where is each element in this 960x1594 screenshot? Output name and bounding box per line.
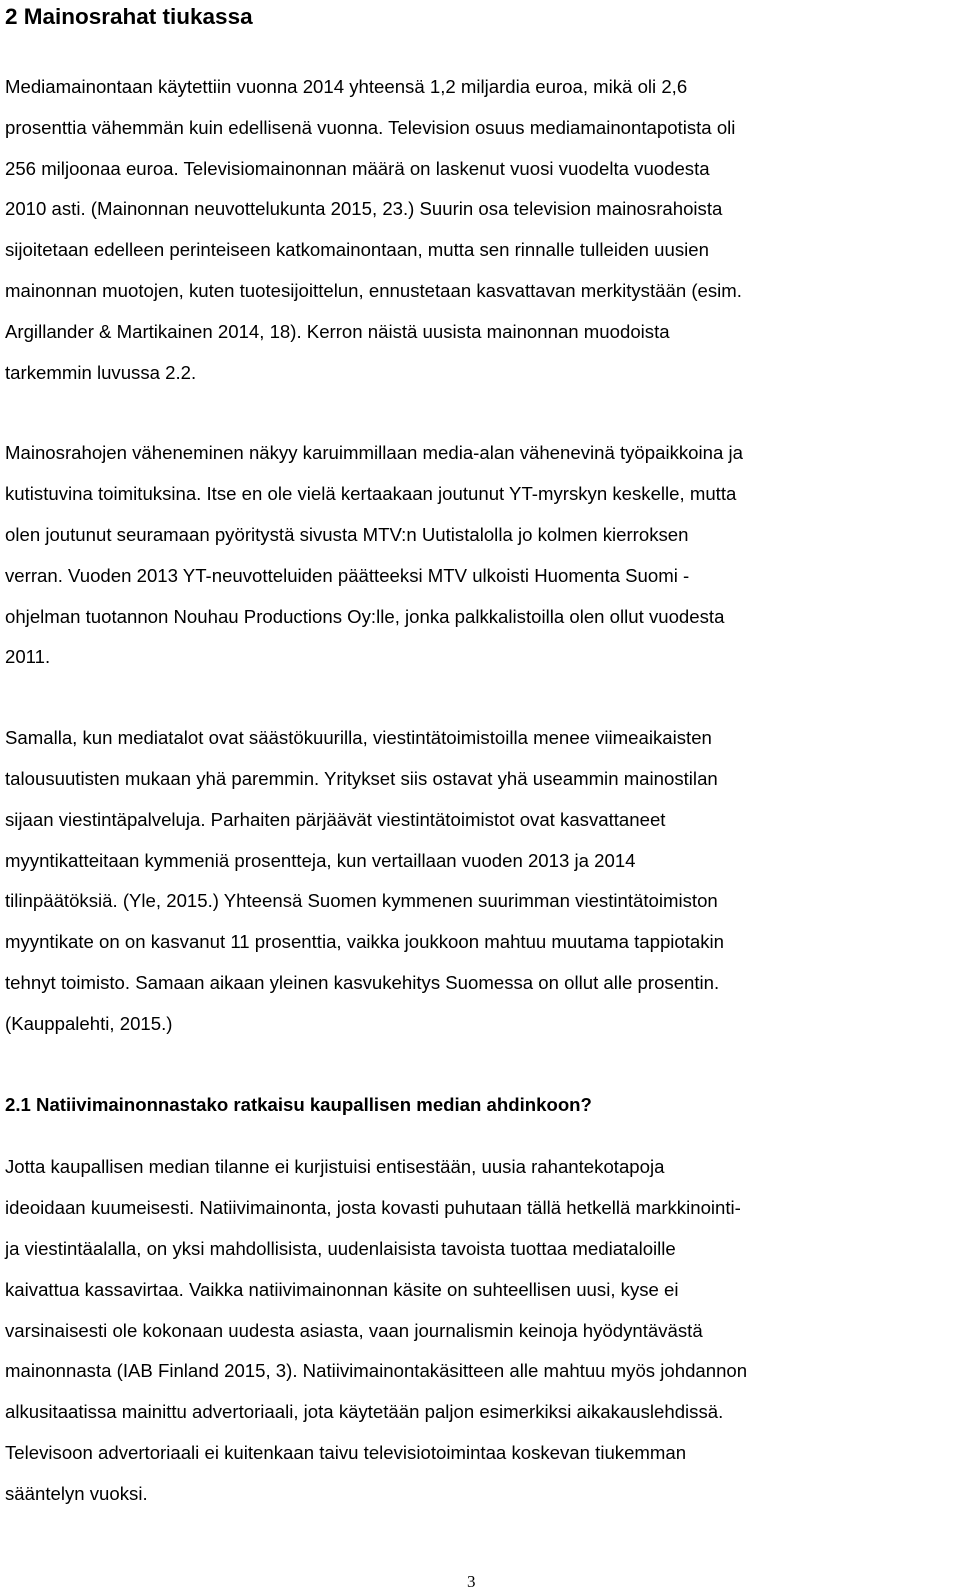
paragraph-gap [5,393,945,433]
text-line: Samalla, kun mediatalot ovat säästökuurilla, viestintätoimistoilla menee viimeaikaisten [5,727,712,749]
text-line: verran. Vuoden 2013 YT-neuvotteluiden päätteeksi MTV ulkoisti Huomenta Suomi - [5,564,690,586]
text-line: kaivattua kassavirtaa. Vaikka natiivimainonnan käsite on suhteellisen uusi, kyse ei [5,1278,679,1300]
paragraph-natiivimainonta [5,1147,945,1514]
paragraph-tyopaikat [5,433,945,678]
text-line: talousuutisten mukaan yhä paremmin. Yritykset siis ostavat yhä useammin mainostilan [5,767,718,789]
text-line: ohjelman tuotannon Nouhau Productions Oy:lle, jonka palkkalistoilla olen ollut vuodesta [5,605,725,627]
text-line: Televisoon advertoriaali ei kuitenkaan taivu televisiotoimintaa koskevan tiukemman [5,1441,687,1463]
text-line: myyntikatteitaan kymmeniä prosentteja, kun vertaillaan vuoden 2013 ja 2014 [5,849,636,871]
text-line: mainonnasta (IAB Finland 2015, 3). Natiivimainontakäsitteen alle mahtuu myös johdannon [5,1360,748,1382]
text-line: tilinpäätöksiä. (Yle, 2015.) Yhteensä Suomen kymmenen suurimman viestintätoimiston [5,890,718,912]
text-line: kutistuvina toimituksina. Itse en ole vielä kertaakaan joutunut YT-myrskyn keskelle, mutta [5,483,737,505]
text-line: 2011. [5,646,51,668]
text-line: sijoitetaan edelleen perinteiseen katkomainontaan, mutta sen rinnalle tulleiden uusien [5,239,709,261]
text-line: ideoidaan kuumeisesti. Natiivimainonta, josta kovasti puhutaan tällä hetkellä markkinointi- [5,1197,741,1219]
text-line: sääntelyn vuoksi. [5,1482,148,1504]
paragraph-gap [5,1125,945,1147]
text-line: ja viestintäalalla, on yksi mahdollisista, uudenlaisista tavoista tuottaa mediataloille [5,1237,676,1259]
text-line: tehnyt toimisto. Samaan aikaan yleinen kasvukehitys Suomessa on ollut alle prosentin. [5,971,720,993]
paragraph-gap [5,1045,945,1085]
text-line: alkusitaatissa mainittu advertoriaali, jota käytetään paljon esimerkiksi aikakauslehdissä. [5,1401,724,1423]
text-line: 2010 asti. (Mainonnan neuvottelukunta 2015, 23.) Suurin osa television mainosrahoista [5,198,723,220]
text-line: tarkemmin luvussa 2.2. [5,361,197,383]
text-line: sijaan viestintäpalveluja. Parhaiten pärjäävät viestintätoimistot ovat kasvattaneet [5,808,666,830]
paragraph-mainosrahat [5,67,945,393]
text-line: Mediamainontaan käytettiin vuonna 2014 yhteensä 1,2 miljardia euroa, mikä oli 2,6 [5,76,688,97]
text-line: mainonnan muotojen, kuten tuotesijoittelun, ennustetaan kasvattavan merkitystään (esim. [5,279,742,301]
text-line: 256 miljoonaa euroa. Televisiomainonnan määrä on laskenut vuosi vuodelta vuodesta [5,157,710,179]
text-line: varsinaisesti ole kokonaan uudesta asiasta, vaan journalismin keinoja hyödyntävästä [5,1319,703,1341]
document-page [5,0,945,1515]
paragraph-viestintatoimistot [5,718,945,1044]
text-line: myyntikate on on kasvanut 11 prosenttia, vaikka joukkoon mahtuu muutama tappiotakin [5,931,725,953]
text-line: prosenttia vähemmän kuin edellisenä vuonna. Television osuus mediamainontapotista oli [5,116,736,138]
text-line: Argillander & Martikainen 2014, 18). Kerron näistä uusista mainonnan muodoista [5,320,670,342]
text-line: Jotta kaupallisen median tilanne ei kurjistuisi entisestään, uusia rahantekotapoja [5,1156,665,1178]
page-number: 3 [467,1572,476,1591]
subsection-heading: 2.1 Natiivimainonnastako ratkaisu kaupallisen median ahdinkoon? [5,1093,592,1115]
text-line: Mainosrahojen väheneminen näkyy karuimmillaan media-alan vähenevinä työpaikkoina ja [5,442,743,464]
paragraph-gap [5,678,945,718]
text-line: olen joutunut seuramaan pyöritystä sivusta MTV:n Uutistalolla jo kolmen kierroksen [5,523,689,545]
text-line: (Kauppalehti, 2015.) [5,1012,173,1034]
section-heading: 2 Mainosrahat tiukassa [5,4,253,29]
